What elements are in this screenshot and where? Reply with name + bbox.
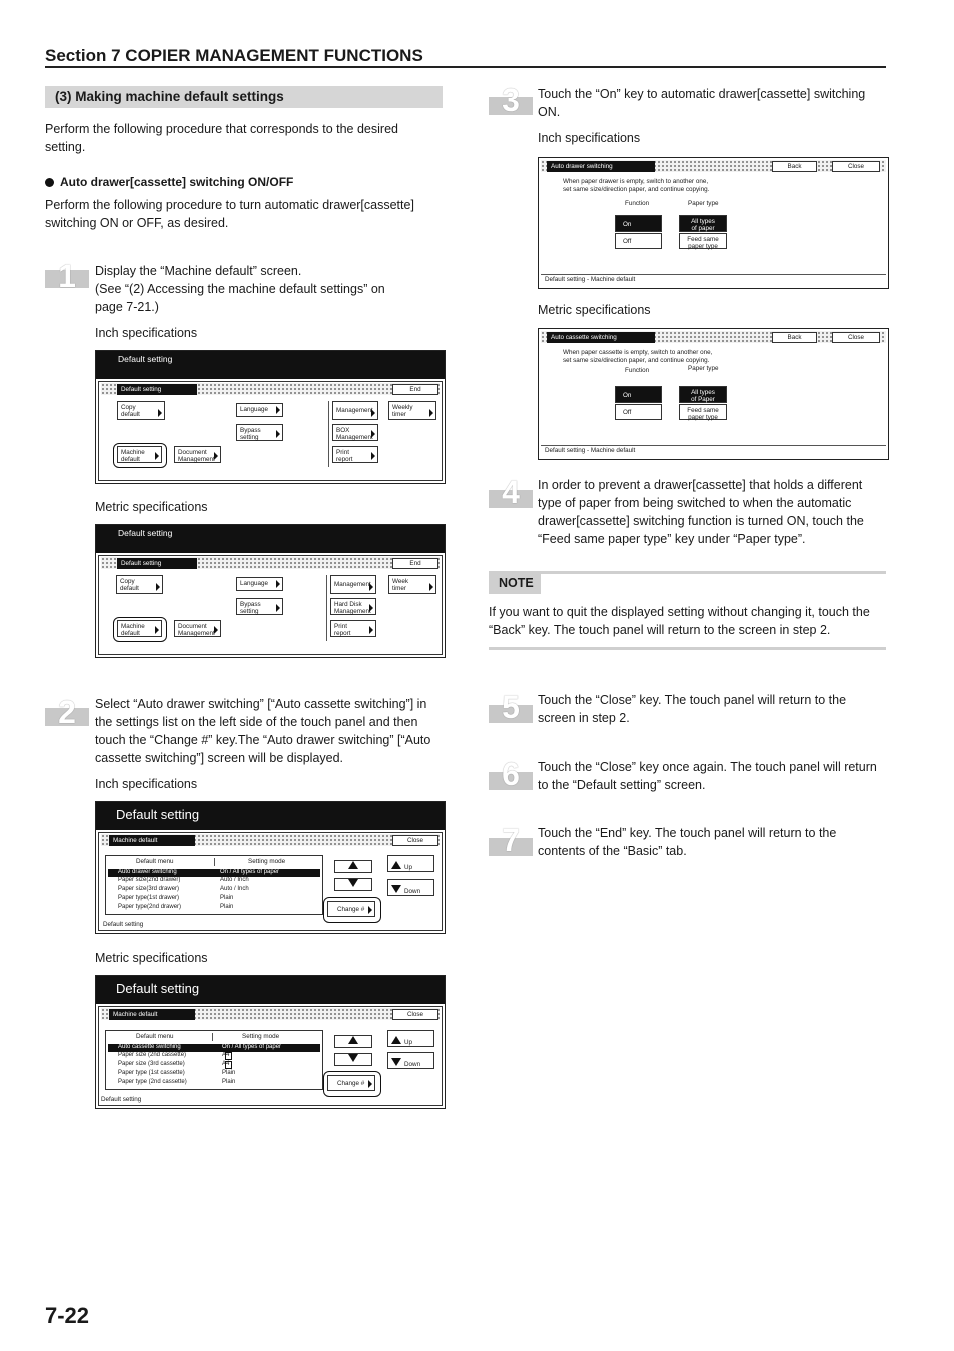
end-button[interactable]: End xyxy=(392,384,438,395)
copy-default-button[interactable]: Copy default xyxy=(116,575,163,594)
paper-orientation-icon xyxy=(225,1052,232,1060)
tab-default-setting[interactable]: Default setting xyxy=(117,384,197,395)
row-mode: A4 xyxy=(222,1052,230,1058)
weekly-timer-button[interactable]: Weekly timer xyxy=(388,401,436,420)
step-line: cassette switching”] screen will be displayed. xyxy=(95,751,344,765)
panel-title-bar xyxy=(96,976,445,1004)
list-row[interactable] xyxy=(108,1079,320,1087)
intro-line: switching ON or OFF, as desired. xyxy=(45,216,229,230)
default-setting-panel-inch xyxy=(95,350,446,484)
col-default-menu: Default menu xyxy=(136,1033,174,1040)
panel-footer: Default setting - Machine default xyxy=(545,276,636,283)
panel-footer: Default setting xyxy=(103,921,144,928)
switch-message-1: When paper cassette is empty, switch to another one, xyxy=(563,349,713,356)
inch-spec-label-2: Inch specifications xyxy=(95,777,198,791)
panel-title-bar xyxy=(96,525,445,553)
up-button[interactable] xyxy=(387,855,434,872)
col-divider xyxy=(214,858,215,866)
tab-machine-default[interactable]: Machine default xyxy=(109,1009,195,1020)
step-line: contents of the “Basic” tab. xyxy=(538,844,687,858)
switch-message-2: set same size/direction paper, and continue copying. xyxy=(563,357,710,364)
row-mode: Plain xyxy=(220,895,234,901)
close-button[interactable]: Close xyxy=(392,835,438,846)
row-menu: Auto cassette switching xyxy=(118,1044,181,1050)
up-button[interactable] xyxy=(387,1030,434,1047)
section-title: Section 7 COPIER MANAGEMENT FUNCTIONS xyxy=(45,46,423,65)
step-6-text xyxy=(538,758,877,794)
auto-cassette-switching-panel xyxy=(538,328,889,460)
box-management-button[interactable]: BOX Management xyxy=(332,424,378,441)
subsection-heading xyxy=(45,86,443,108)
step-line: screen in step 2. xyxy=(538,711,630,725)
row-menu: Paper type(1st drawer) xyxy=(118,895,180,901)
back-button[interactable]: Back xyxy=(772,161,817,172)
row-mode: On / All types of paper xyxy=(220,869,280,875)
step-7-text xyxy=(538,824,836,860)
step-line: type of paper from being switched to when the automatic xyxy=(538,496,852,510)
default-setting-panel-metric xyxy=(95,524,446,658)
row-mode: Plain xyxy=(222,1070,236,1076)
panel-title: Default setting xyxy=(118,528,173,538)
step-4-text xyxy=(538,476,864,548)
scroll-down-arrow-button[interactable] xyxy=(334,1053,372,1066)
tab-machine-default[interactable]: Machine default xyxy=(109,835,195,846)
management-button[interactable]: Management xyxy=(332,401,378,420)
inch-spec-label: Inch specifications xyxy=(95,326,198,340)
note-heading xyxy=(489,573,541,594)
footer-rule xyxy=(541,274,886,275)
row-menu: Paper type(2nd drawer) xyxy=(118,904,182,910)
step-line: Touch the “Close” key. The touch panel will return to the xyxy=(538,693,847,707)
bullet-dot xyxy=(45,178,54,187)
step-line: page 7-21.) xyxy=(95,300,159,314)
row-mode: Auto / Inch xyxy=(220,877,249,883)
settings-list xyxy=(105,855,323,915)
step-line: Touch the “End” key. The touch panel will return to the xyxy=(538,826,837,840)
list-row-selected[interactable] xyxy=(108,869,320,877)
step-number: 7 xyxy=(502,822,520,858)
auto-drawer-switching-panel xyxy=(538,157,889,289)
divider xyxy=(326,575,327,641)
step-number: 3 xyxy=(502,82,520,118)
print-report-button[interactable]: Print report xyxy=(332,446,378,463)
step-1-text xyxy=(95,262,385,316)
step-number: 1 xyxy=(58,258,76,294)
all-types-of-paper-button[interactable]: All types of Paper xyxy=(679,386,727,403)
paper-orientation-icon xyxy=(225,1061,232,1069)
up-label: Up xyxy=(404,864,413,871)
down-label: Down xyxy=(404,888,421,895)
on-button[interactable]: On xyxy=(615,215,662,232)
metric-spec-label-3: Metric specifications xyxy=(538,303,651,317)
panel-footer: Default setting xyxy=(101,1096,142,1103)
col-setting-mode: Setting mode xyxy=(242,1033,280,1040)
subsection-title: (3) Making machine default settings xyxy=(55,89,284,104)
step-3-text xyxy=(538,85,865,121)
end-button[interactable]: End xyxy=(392,558,438,569)
panel-title-bar xyxy=(96,351,445,379)
switch-message-2: set same size/direction paper, and continue copying. xyxy=(563,186,710,193)
step-number: 6 xyxy=(502,756,520,792)
list-row[interactable] xyxy=(108,904,320,912)
note-text xyxy=(489,603,870,639)
feed-same-paper-type-button[interactable]: Feed same paper type xyxy=(679,404,727,420)
step-line: Select “Auto drawer switching” [“Auto cassette switching”] in xyxy=(95,697,427,711)
down-button[interactable] xyxy=(387,1052,434,1069)
tab-auto-drawer-switching[interactable]: Auto drawer switching xyxy=(547,161,655,172)
week-timer-button[interactable]: Week timer xyxy=(388,575,436,594)
copy-default-button[interactable]: Copy default xyxy=(117,401,165,420)
row-menu: Auto drawer switching xyxy=(118,869,177,875)
up-arrow-icon xyxy=(348,1036,358,1044)
panel-body xyxy=(98,555,443,655)
on-button[interactable]: On xyxy=(615,386,662,403)
intro-paragraph-2 xyxy=(45,196,414,232)
step-number: 2 xyxy=(58,694,76,730)
switch-message-1: When paper drawer is empty, switch to another one, xyxy=(563,178,709,185)
metric-spec-label-2: Metric specifications xyxy=(95,951,208,965)
down-button[interactable] xyxy=(387,879,434,896)
down-arrow-icon xyxy=(391,1058,401,1066)
machine-default-button[interactable]: Machine default xyxy=(117,620,162,637)
intro-line: Perform the following procedure that corresponds to the desired xyxy=(45,122,398,136)
row-menu: Paper size (2nd cassette) xyxy=(118,1052,187,1058)
step-line: Touch the “Close” key once again. The touch panel will return xyxy=(538,760,877,774)
intro-line: setting. xyxy=(45,140,86,154)
panel-title: Default setting xyxy=(116,981,200,996)
step-line: “Feed same paper type” key under “Paper type”. xyxy=(538,532,806,546)
footer-rule xyxy=(541,445,886,446)
intro-line: Perform the following procedure to turn automatic drawer[cassette] xyxy=(45,198,414,212)
panel-body xyxy=(98,832,443,931)
list-row[interactable] xyxy=(108,886,320,894)
row-mode: Plain xyxy=(222,1079,236,1085)
paper-type-label: Paper type xyxy=(688,365,719,372)
paper-type-label: Paper type xyxy=(688,200,719,207)
step-number: 4 xyxy=(502,474,520,510)
col-default-menu: Default menu xyxy=(136,858,174,865)
language-button[interactable]: Language xyxy=(236,577,283,591)
section-rule xyxy=(45,66,886,68)
intro-paragraph xyxy=(45,120,398,156)
list-row-selected[interactable] xyxy=(108,1044,320,1052)
note-line: If you want to quit the displayed setting without changing it, touch the xyxy=(489,605,870,619)
up-arrow-icon xyxy=(391,861,401,869)
tab-default-setting[interactable]: Default setting xyxy=(117,558,197,569)
list-row[interactable] xyxy=(108,895,320,903)
up-arrow-icon xyxy=(391,1036,401,1044)
step-line: (See “(2) Accessing the machine default settings” on xyxy=(95,282,385,296)
divider xyxy=(328,401,329,467)
step-number: 5 xyxy=(502,689,520,725)
list-row[interactable] xyxy=(108,1061,320,1069)
hard-disk-management-button[interactable]: Hard Disk Management xyxy=(330,598,376,615)
change-button[interactable]: Change # xyxy=(327,1075,375,1091)
col-divider xyxy=(212,1033,213,1041)
settings-list xyxy=(105,1030,323,1090)
machine-default-panel-inch xyxy=(95,801,446,934)
feed-same-paper-type-button[interactable]: Feed same paper type xyxy=(679,233,727,249)
row-menu: Paper size(3rd drawer) xyxy=(118,886,180,892)
panel-title-bar xyxy=(96,802,445,830)
machine-default-button[interactable]: Machine default xyxy=(117,446,162,463)
bypass-setting-button[interactable]: Bypass setting xyxy=(236,598,283,615)
document-management-button[interactable]: Document Management xyxy=(174,620,221,637)
step-line: to the “Default setting” screen. xyxy=(538,778,706,792)
scroll-up-arrow-button[interactable] xyxy=(334,1035,372,1048)
down-arrow-icon xyxy=(348,1054,358,1062)
bullet-text: Auto drawer[cassette] switching ON/OFF xyxy=(60,175,294,189)
step-line: Display the “Machine default” screen. xyxy=(95,264,302,278)
step-line: In order to prevent a drawer[cassette] that holds a different xyxy=(538,478,863,492)
row-menu: Paper type (2nd cassette) xyxy=(118,1079,187,1085)
panel-footer: Default setting - Machine default xyxy=(545,447,636,454)
step-line: Touch the “On” key to automatic drawer[cassette] switching xyxy=(538,87,866,101)
close-button[interactable]: Close xyxy=(832,161,880,172)
print-report-button[interactable]: Print report xyxy=(330,620,376,637)
row-mode: Auto / Inch xyxy=(220,886,249,892)
bypass-setting-button[interactable]: Bypass setting xyxy=(236,424,283,441)
language-button[interactable]: Language xyxy=(236,403,283,417)
metric-spec-label: Metric specifications xyxy=(95,500,208,514)
step-2-text xyxy=(95,695,430,767)
note-bottom-rule xyxy=(489,647,886,650)
machine-default-panel-metric xyxy=(95,975,446,1109)
up-arrow-icon xyxy=(348,861,358,869)
note-line: “Back” key. The touch panel will return to the screen in step 2. xyxy=(489,623,831,637)
col-setting-mode: Setting mode xyxy=(248,858,286,865)
step-line: touch the “Change #” key.The “Auto drawer switching” [“Auto xyxy=(95,733,431,747)
row-mode: A4 xyxy=(222,1061,230,1067)
row-menu: Paper size(2nd drawer) xyxy=(118,877,181,883)
all-types-of-paper-button[interactable]: All types of paper xyxy=(679,215,727,232)
panel-body xyxy=(98,381,443,481)
inch-spec-label-3: Inch specifications xyxy=(538,131,641,145)
close-button[interactable]: Close xyxy=(392,1009,438,1020)
scroll-up-arrow-button[interactable] xyxy=(334,860,372,873)
note-top-rule xyxy=(489,571,886,574)
list-row[interactable] xyxy=(108,877,320,885)
up-label: Up xyxy=(404,1039,413,1046)
step-line: ON. xyxy=(538,105,561,119)
down-arrow-icon xyxy=(348,879,358,887)
document-management-button[interactable]: Document Management xyxy=(174,446,221,463)
step-line: drawer[cassette] switching function is turned ON, touch the xyxy=(538,514,864,528)
note-heading-text: NOTE xyxy=(499,576,534,590)
down-arrow-icon xyxy=(391,885,401,893)
step-5-text xyxy=(538,691,846,727)
panel-title: Default setting xyxy=(116,807,200,822)
row-menu: Paper size (3rd cassette) xyxy=(118,1061,185,1067)
tab-auto-cassette-switching[interactable]: Auto cassette switching xyxy=(547,332,655,343)
back-button[interactable]: Back xyxy=(772,332,817,343)
panel-title: Default setting xyxy=(118,354,173,364)
row-mode: On / All types of paper xyxy=(222,1044,282,1050)
panel-body xyxy=(98,1006,443,1106)
change-button[interactable]: Change # xyxy=(327,901,375,917)
row-menu: Paper type (1st cassette) xyxy=(118,1070,185,1076)
row-mode: Plain xyxy=(220,904,234,910)
off-button[interactable]: Off xyxy=(615,404,662,420)
bullet-heading xyxy=(45,175,293,189)
scroll-down-arrow-button[interactable] xyxy=(334,878,372,891)
off-button[interactable]: Off xyxy=(615,233,662,249)
page-number: 7-22 xyxy=(45,1303,90,1328)
down-label: Down xyxy=(404,1061,421,1068)
list-row[interactable] xyxy=(108,1052,320,1060)
function-label: Function xyxy=(625,367,650,374)
close-button[interactable]: Close xyxy=(832,332,880,343)
step-line: the settings list on the left side of the touch panel and then xyxy=(95,715,418,729)
function-label: Function xyxy=(625,200,650,207)
management-button[interactable]: Management xyxy=(330,575,376,594)
list-row[interactable] xyxy=(108,1070,320,1078)
